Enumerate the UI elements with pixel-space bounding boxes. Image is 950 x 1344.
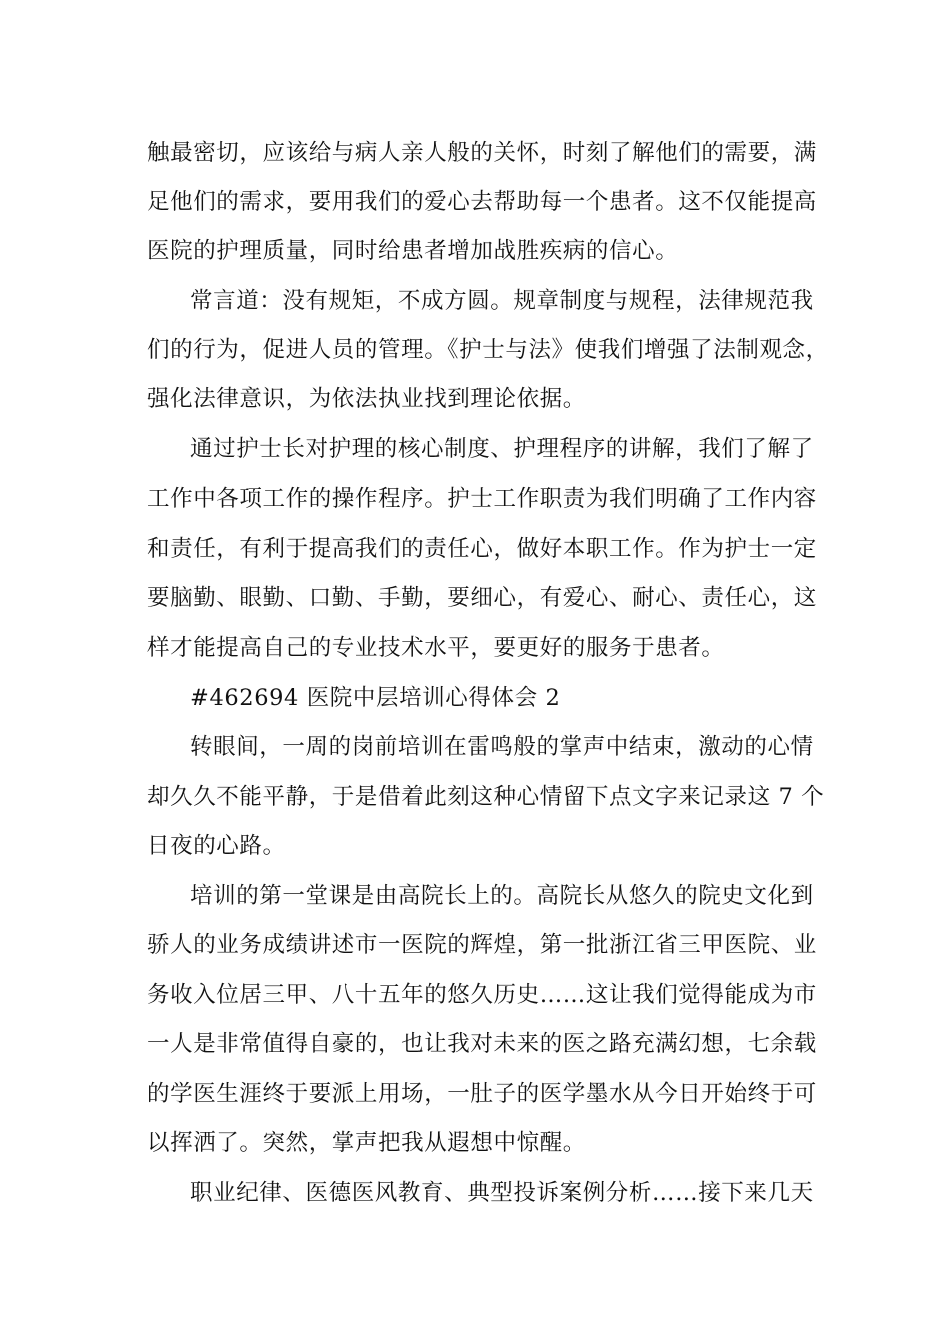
paragraph-first-line: 通过护士长对护理的核心制度、护理程序的讲解，我们了解了 (190, 436, 814, 462)
section-heading: #462694 医院中层培训心得体会 2 (190, 685, 561, 711)
text-line: 务收入位居三甲、八十五年的悠久历史……这让我们觉得能成为市 (147, 982, 817, 1008)
paragraph-first-line: 职业纪律、医德医风教育、典型投诉案例分析……接下来几天 (190, 1180, 814, 1206)
text-line: 日夜的心路。 (147, 833, 286, 859)
text-line: 要脑勤、眼勤、口勤、手勤，要细心，有爱心、耐心、责任心，这 (147, 585, 817, 611)
text-line: 样才能提高自己的专业技术水平，要更好的服务于患者。 (147, 635, 725, 661)
text-line: 强化法律意识，为依法执业找到理论依据。 (147, 386, 586, 412)
paragraph-first-line: 常言道：没有规矩，不成方圆。规章制度与规程，法律规范我 (190, 288, 814, 314)
text-line: 一人是非常值得自豪的，也让我对未来的医之路充满幻想，七余载 (147, 1031, 817, 1057)
text-line: 却久久不能平静，于是借着此刻这种心情留下点文字来记录这 7 个 (147, 784, 825, 810)
text-line: 们的行为，促进人员的管理。《护士与法》使我们增强了法制观念， (147, 337, 829, 363)
text-line: 触最密切，应该给与病人亲人般的关怀，时刻了解他们的需要，满 (147, 140, 817, 166)
paragraph-first-line: 转眼间，一周的岗前培训在雷鸣般的掌声中结束，激动的心情 (190, 734, 814, 760)
text-line: 足他们的需求，要用我们的爱心去帮助每一个患者。这不仅能提高 (147, 189, 817, 215)
paragraph-first-line: 培训的第一堂课是由高院长上的。高院长从悠久的院史文化到 (190, 883, 814, 909)
text-line: 和责任，有利于提高我们的责任心，做好本职工作。作为护士一定 (147, 536, 817, 562)
text-line: 医院的护理质量，同时给患者增加战胜疾病的信心。 (147, 238, 679, 264)
text-line: 骄人的业务成绩讲述市一医院的辉煌，第一批浙江省三甲医院、业 (147, 932, 817, 958)
text-line: 以挥洒了。突然，掌声把我从遐想中惊醒。 (147, 1130, 586, 1156)
text-line: 工作中各项工作的操作程序。护士工作职责为我们明确了工作内容 (147, 486, 817, 512)
text-line: 的学医生涯终于要派上用场，一肚子的医学墨水从今日开始终于可 (147, 1081, 817, 1107)
